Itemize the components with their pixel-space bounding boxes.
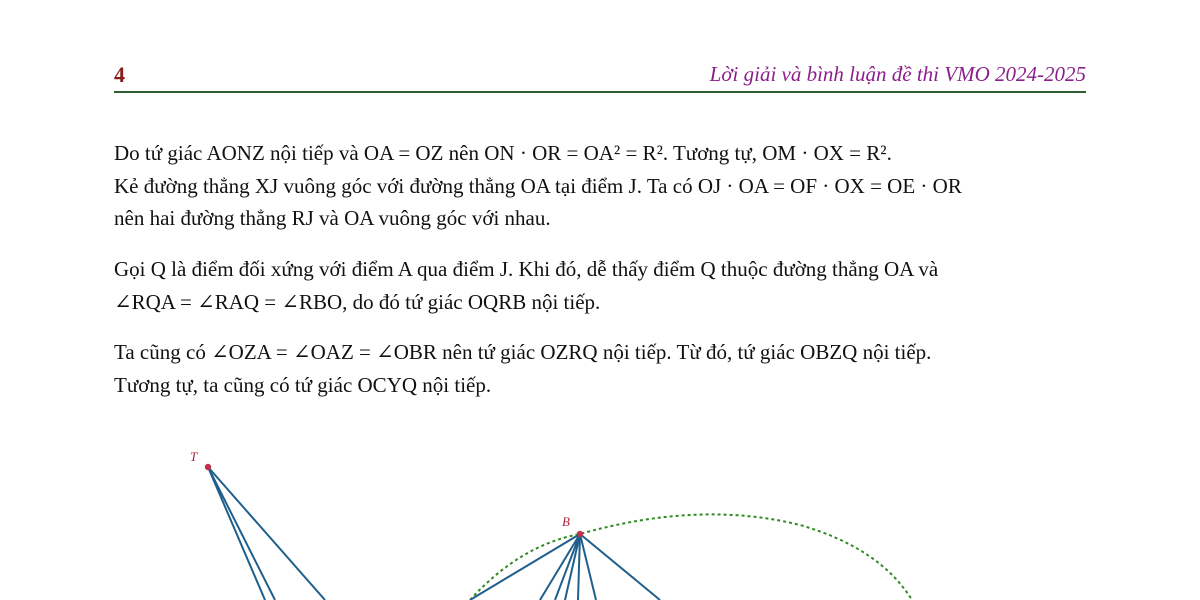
- paragraph-line: Tương tự, ta cũng có tứ giác OCYQ nội tiếp.: [114, 372, 492, 397]
- point-b: [577, 531, 583, 537]
- paragraph-1: [114, 137, 1086, 235]
- paragraph-line: nên hai đường thẳng RJ và OA vuông góc với nhau.: [114, 206, 551, 230]
- paragraph-line: ∠RQA = ∠RAQ = ∠RBO, do đó tứ giác OQRB nội tiếp.: [114, 289, 601, 314]
- circumcircle-arc: [470, 514, 912, 600]
- paragraph-line: Kẻ đường thẳng XJ vuông góc với đường thẳng OA tại điểm J. Ta có OJ · OA = OF · OX = OE · OR: [114, 173, 962, 198]
- paragraph-line: Gọi Q là điểm đối xứng với điểm A qua điểm J. Khi đó, dễ thấy điểm Q thuộc đường thẳng OA và: [114, 257, 939, 281]
- running-title: Lời giải và bình luận đề thi VMO 2024-2025: [709, 62, 1086, 86]
- paragraph-3: [114, 336, 1086, 401]
- geometry-figure: [0, 420, 1200, 600]
- paragraph-line: Do tứ giác AONZ nội tiếp và OA = OZ nên ON · OR = OA² = R². Tương tự, OM · OX = R².: [114, 141, 892, 165]
- segments-from-b: [470, 534, 660, 600]
- point-t: [205, 464, 211, 470]
- paragraph-line: Ta cũng có ∠OZA = ∠OAZ = ∠OBR nên tứ giác OZRQ nội tiếp. Từ đó, tứ giác OBZQ nội tiếp.: [114, 340, 932, 364]
- page-number: 4: [114, 62, 125, 87]
- point-label-t: T: [190, 449, 198, 464]
- segments-from-t: [208, 467, 325, 600]
- paragraph-2: [114, 253, 1086, 318]
- point-label-b: B: [562, 514, 570, 529]
- header-rule: [114, 91, 1086, 93]
- page-header: [114, 60, 1086, 94]
